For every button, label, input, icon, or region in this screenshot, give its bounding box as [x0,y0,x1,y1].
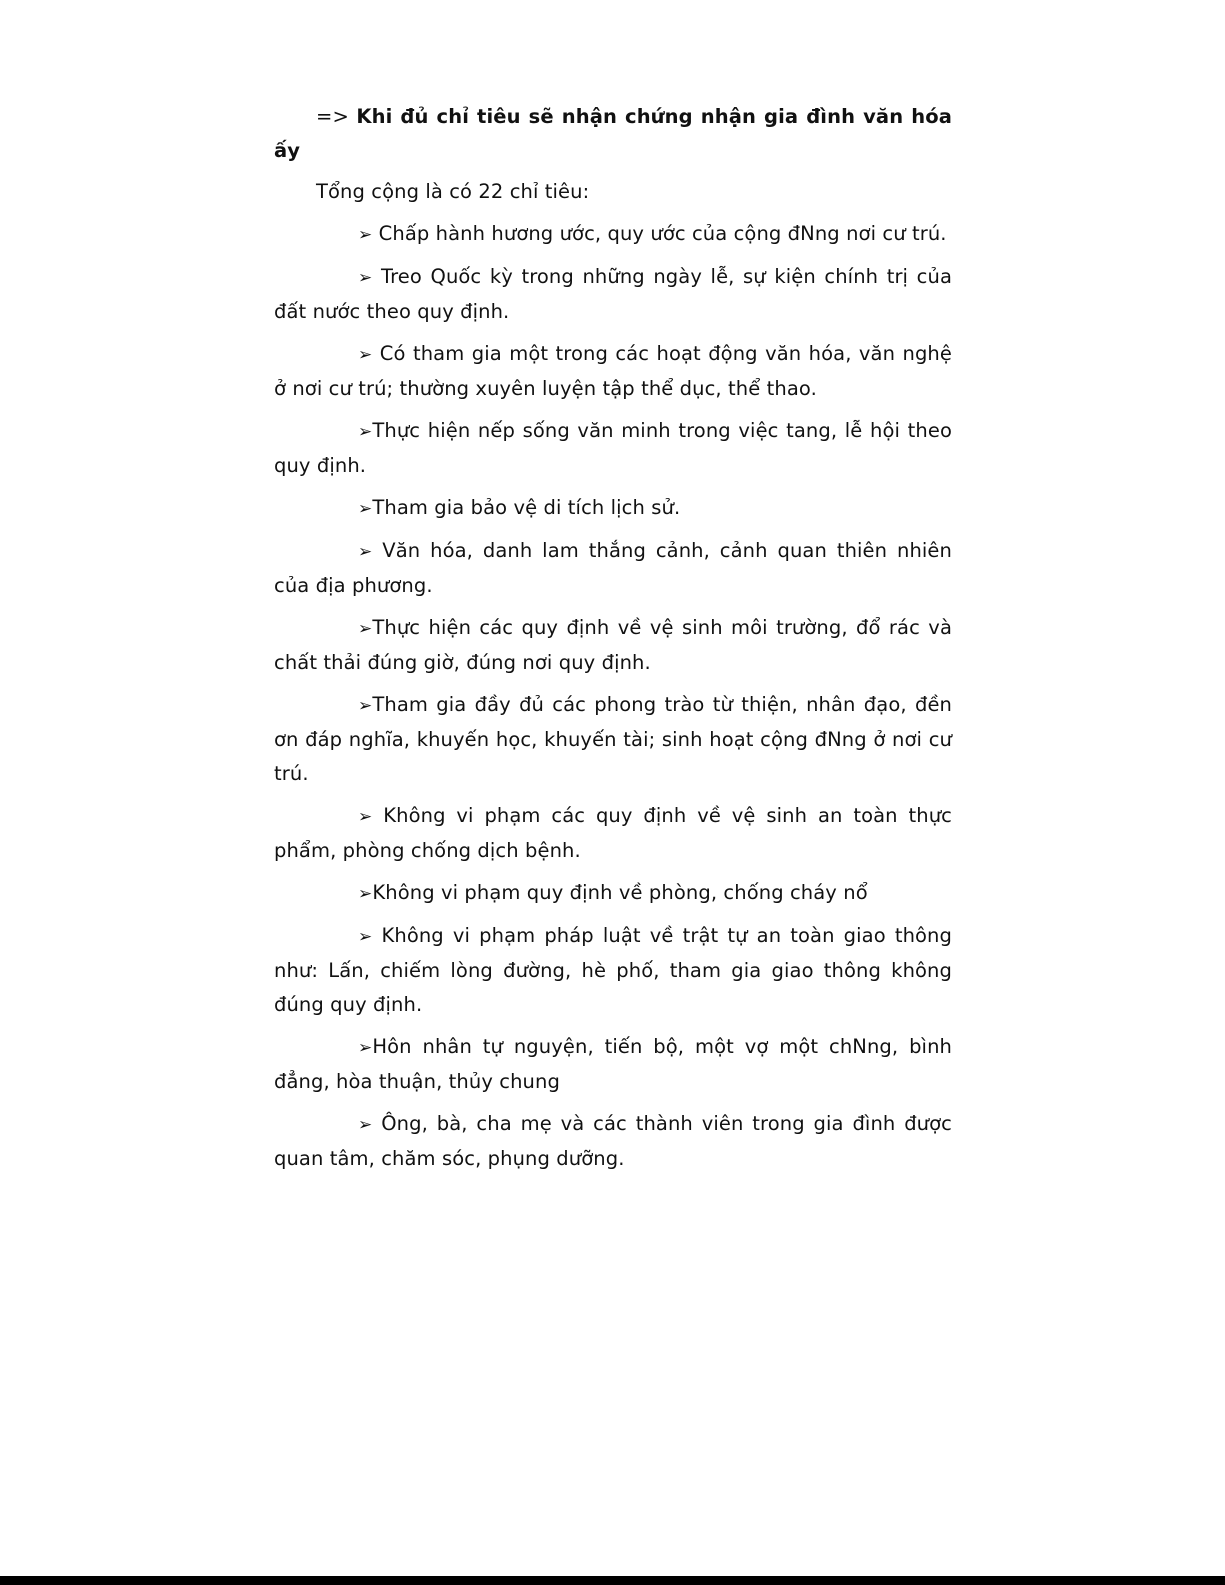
arrowhead-bullet-icon: ➢ [358,1115,373,1135]
list-item [274,491,952,526]
list-item [274,337,952,406]
arrowhead-bullet-icon: ➢ [358,499,373,519]
list-item-text: Không vi phạm quy định về phòng, chống cháy nổ [372,881,868,904]
arrowhead-bullet-icon: ➢ [358,345,373,365]
list-item [274,1030,952,1099]
list-item-text: Thực hiện các quy định về vệ sinh môi trường, đổ rác và chất thải đúng giờ, đúng nơi quy định. [274,616,952,674]
list-item-text: Tham gia đầy đủ các phong trào từ thiện, nhân đạo, đền ơn đáp nghĩa, khuyến học, khuyến tài; sinh hoạt cộng đNng ở nơi cư trú. [274,693,952,785]
arrowhead-bullet-icon: ➢ [358,268,373,288]
list-item [274,611,952,680]
list-item [274,260,952,329]
arrowhead-bullet-icon: ➢ [358,619,373,639]
list-item-text: Chấp hành hương ước, quy ước của cộng đNng nơi cư trú. [378,222,947,245]
arrowhead-bullet-icon: ➢ [358,422,373,442]
summary-heading [274,100,952,168]
arrowhead-bullet-icon: ➢ [358,225,373,245]
list-item-text: Không vi phạm các quy định về vệ sinh an toàn thực phẩm, phòng chống dịch bệnh. [274,804,952,862]
arrowhead-bullet-icon: ➢ [358,807,373,827]
list-item [274,1107,952,1176]
list-item-text: Có tham gia một trong các hoạt động văn hóa, văn nghệ ở nơi cư trú; thường xuyên luyện tập thể dục, thể thao. [274,342,952,400]
list-item [274,534,952,603]
arrowhead-bullet-icon: ➢ [358,1038,373,1058]
heading-prefix: => [316,105,357,128]
list-item [274,799,952,868]
arrowhead-bullet-icon: ➢ [358,542,373,562]
list-item [274,688,952,791]
list-item-text: Tham gia bảo vệ di tích lịch sử. [372,496,681,519]
list-item-text: Không vi phạm pháp luật về trật tự an toàn giao thông như: Lấn, chiếm lòng đường, hè phố, tham gia giao thông không đúng quy định. [274,924,952,1016]
list-item-text: Hôn nhân tự nguyện, tiến bộ, một vợ một chNng, bình đẳng, hòa thuận, thủy chung [274,1035,952,1093]
arrowhead-bullet-icon: ➢ [358,884,373,904]
list-item-text: Văn hóa, danh lam thắng cảnh, cảnh quan thiên nhiên của địa phương. [274,539,952,597]
arrowhead-bullet-icon: ➢ [358,927,373,947]
list-item [274,217,952,252]
list-item-text: Thực hiện nếp sống văn minh trong việc tang, lễ hội theo quy định. [274,419,952,477]
intro-line: Tổng cộng là có 22 chỉ tiêu: [316,180,590,203]
page-bottom-border [0,1576,1225,1585]
list-item-text: Ông, bà, cha mẹ và các thành viên trong gia đình được quan tâm, chăm sóc, phụng dưỡng. [274,1112,952,1170]
document-body [274,100,952,1184]
list-item-text: Treo Quốc kỳ trong những ngày lễ, sự kiện chính trị của đất nước theo quy định. [274,265,952,323]
arrowhead-bullet-icon: ➢ [358,696,373,716]
list-item [274,414,952,483]
heading-bold-text: Khi đủ chỉ tiêu sẽ nhận chứng nhận gia đình văn hóa ấy [274,105,952,162]
list-item [274,876,952,911]
list-item [274,919,952,1022]
